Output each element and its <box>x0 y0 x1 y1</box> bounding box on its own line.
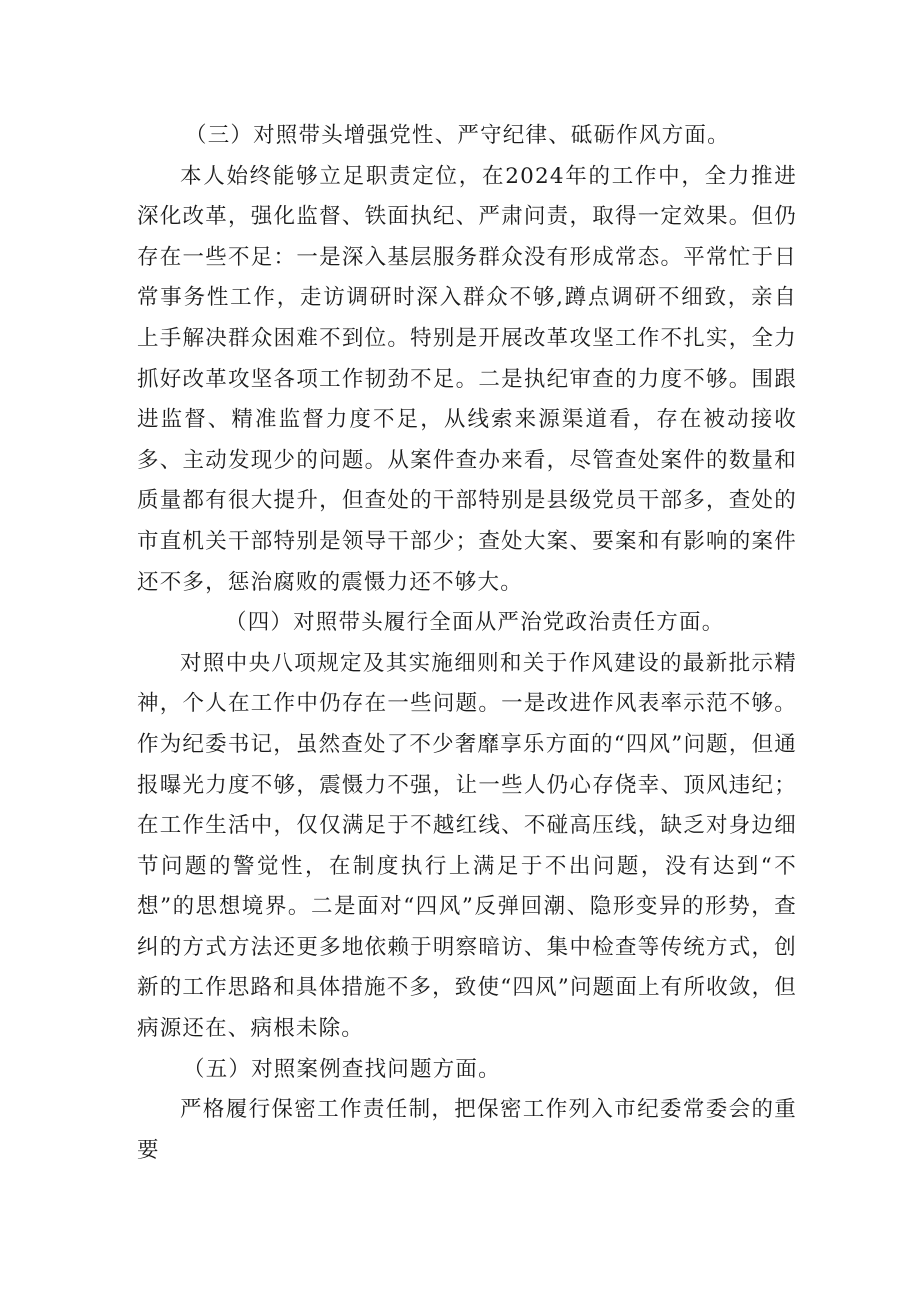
section-heading-3: （三）对照带头增强党性、严守纪律、砥砺作风方面。 <box>185 123 730 148</box>
section-paragraph-4: 对照中央八项规定及其实施细则和关于作风建设的最新批示精神，个人在工作中仍存在一些问题。一是改进作风表率示范不够。作为纪委书记，虽然查处了不少奢靡享乐方面的“四风”问题，但通报曝光力度不够，震慑力不强，让一些人仍心存侥幸、顶风违纪；在工作生活中，仅仅满足于不越红线、不碰高压线，缺乏对身边细节问题的警觉性，在制度执行上满足于不出问题，没有达到“不想”的思想境界。二是面对“四风”反弹回潮、隐形变异的形势，查纠的方式方法还更多地依赖于明察暗访、集中检查等传统方式，创新的工作思路和具体措施不多，致使“四风”问题面上有所收敛，但病源还在、病根未除。 <box>137 650 797 1042</box>
document-body <box>137 116 797 1171</box>
section-paragraph-5: 严格履行保密工作责任制，把保密工作列入市纪委常委会的重要 <box>137 1097 797 1163</box>
section-heading-4: （四）对照带头履行全面从严治党政治责任方面。 <box>225 610 725 636</box>
section-paragraph-3: 本人始终能够立足职责定位，在2024年的工作中，全力推进深化改革，强化监督、铁面执纪、严肃问责，取得一定效果。但仍存在一些不足：一是深入基层服务群众没有形成常态。平常忙于日常事务性工作，走访调研时深入群众不够,蹲点调研不细致，亲自上手解决群众困难不到位。特别是开展改革攻坚工作不扎实，全力抓好改革攻坚各项工作韧劲不足。二是执纪审查的力度不够。围跟进监督、精准监督力度不足，从线索来源渠道看，存在被动接收多、主动发现少的问题。从案件查办来看，尽管查处案件的数量和质量都有很大提升，但查处的干部特别是县级党员干部多，查处的市直机关干部特别是领导干部少；查处大案、要案和有影响的案件还不多，惩治腐败的震慑力还不够大。 <box>137 163 797 595</box>
section-heading-5: （五）对照案例查找问题方面。 <box>183 1056 501 1082</box>
